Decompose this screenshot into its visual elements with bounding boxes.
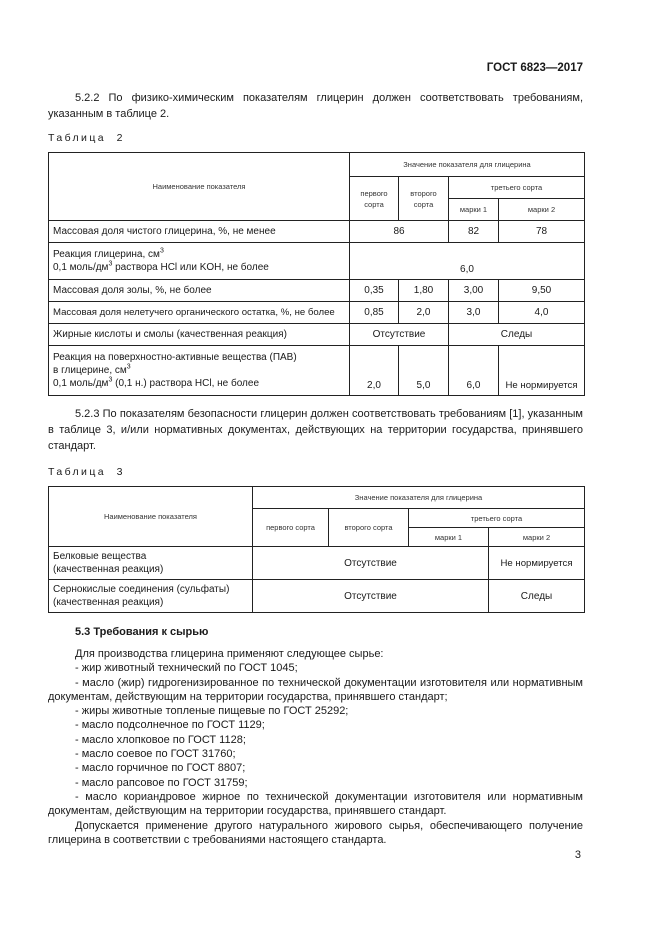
- t2-header-third: третьего сорта: [449, 177, 585, 199]
- table-row: Реакция на поверхностно-активные вещества (ПАВ) в глицерине, $см^3$ 0,1 моль/$дм^3$ (0,1 н.) раствора HCl, не более 2,0 5,0 6,0 Не нормируется: [49, 346, 585, 396]
- table-row: Сернокислые соединения (сульфаты) (качественная реакция) Отсутствие Следы: [49, 580, 585, 613]
- paragraph-5-2-3: 5.2.3 По показателям безопасности глицерин должен соответствовать требованиям [1], указанным в таблице 3, и/или нормативных документах, действующих на территории государства, принявшего стандарт.: [48, 408, 583, 452]
- section-5-3-title: 5.3 Требования к сырью: [75, 626, 209, 638]
- table-2: [48, 152, 585, 396]
- table-row: Жирные кислоты и смолы (качественная реакция) Отсутствие Следы: [49, 324, 585, 346]
- table-3: [48, 486, 585, 613]
- t2-header-name: Наименование показателя: [49, 153, 350, 221]
- list-item: - масло хлопковое по ГОСТ 1128;: [75, 733, 246, 746]
- table-row: Массовая доля нелетучего органического остатка, %, не более 0,85 2,0 3,0 4,0: [49, 302, 585, 324]
- t2-header-mark1: марки 1: [449, 199, 499, 221]
- table-3-caption: Таблица 3: [48, 466, 123, 478]
- t3-header-mark2: марки 2: [489, 528, 585, 547]
- list-item: - масло горчичное по ГОСТ 8807;: [75, 762, 246, 775]
- t2-header-mark2: марки 2: [499, 199, 585, 221]
- t3-header-first: первого сорта: [253, 509, 329, 547]
- t3-header-name: Наименование показателя: [49, 487, 253, 547]
- list-item: - масло рапсовое по ГОСТ 31759;: [75, 776, 248, 789]
- t3-header-third: третьего сорта: [409, 509, 585, 528]
- table-row: Реакция глицерина, $см^3$ 0,1 моль/$дм^3$ раствора HCl или KOH, не более 6,0: [49, 243, 585, 280]
- table-row: Белковые вещества (качественная реакция) Отсутствие Не нормируется: [49, 547, 585, 580]
- final-paragraph: Допускается применение другого натурального жирового сырья, обеспечивающего получение глицерина в соответствии с требованиями настоящего стандарта.: [48, 819, 583, 846]
- t3-header-mark1: марки 1: [409, 528, 489, 547]
- document-header: ГОСТ 6823—2017: [486, 62, 583, 74]
- list-item: - жир животный технический по ГОСТ 1045;: [75, 662, 298, 675]
- raw-materials-list: Для производства глицерина применяют следующее сырье: - жир животный технический по ГОСТ 1045; - масло (жир) гидрогенизированное по технической документации изготовителя или нормативным документам, действующим на территории государства, принявшего стандарт; - жиры животные топленые пищевые по ГОСТ 25292; - масло подсолнечное по ГОСТ 1129; - масло хлопковое по ГОСТ 1128; - масло соевое по ГОСТ 31760; - масло горчичное по ГОСТ 8807; - масло рапсовое по ГОСТ 31759; - масло кориандровое жирное по технической документации изготовителя или нормативным документам, действующим на территории государства, принявшего стандарт. Допускается применение другого натурального жирового сырья, обеспечивающего получение глицерина в соответствии с требованиями настоящего стандарта.: [48, 648, 583, 846]
- t2-header-first: первого сорта: [350, 177, 399, 221]
- list-item: - масло кориандровое жирное по технической документации изготовителя или нормативным документам, действующим на территории государства, принявшего стандарт.: [48, 790, 583, 818]
- t3-header-second: второго сорта: [329, 509, 409, 547]
- t2-header-value: Значение показателя для глицерина: [350, 153, 585, 177]
- list-item: - масло подсолнечное по ГОСТ 1129;: [75, 719, 265, 732]
- list-item: - жиры животные топленые пищевые по ГОСТ 25292;: [75, 705, 349, 718]
- page-number: 3: [574, 849, 581, 861]
- table-row: Массовая доля золы, %, не более 0,35 1,80 3,00 9,50: [49, 280, 585, 302]
- paragraph-5-2-2: 5.2.2 По физико-химическим показателям глицерин должен соответствовать требованиям, указанным в таблице 2.: [48, 92, 583, 120]
- t3-header-value: Значение показателя для глицерина: [253, 487, 585, 509]
- t2-header-second: второго сорта: [399, 177, 449, 221]
- table-2-caption: Таблица 2: [48, 132, 123, 144]
- list-item: - масло соевое по ГОСТ 31760;: [75, 748, 236, 761]
- list-item: - масло (жир) гидрогенизированное по технической документации изготовителя или нормативным документам, действующим на территории государства, принявшего стандарт;: [48, 676, 583, 703]
- table-row: Массовая доля чистого глицерина, %, не менее 86 82 78: [49, 221, 585, 243]
